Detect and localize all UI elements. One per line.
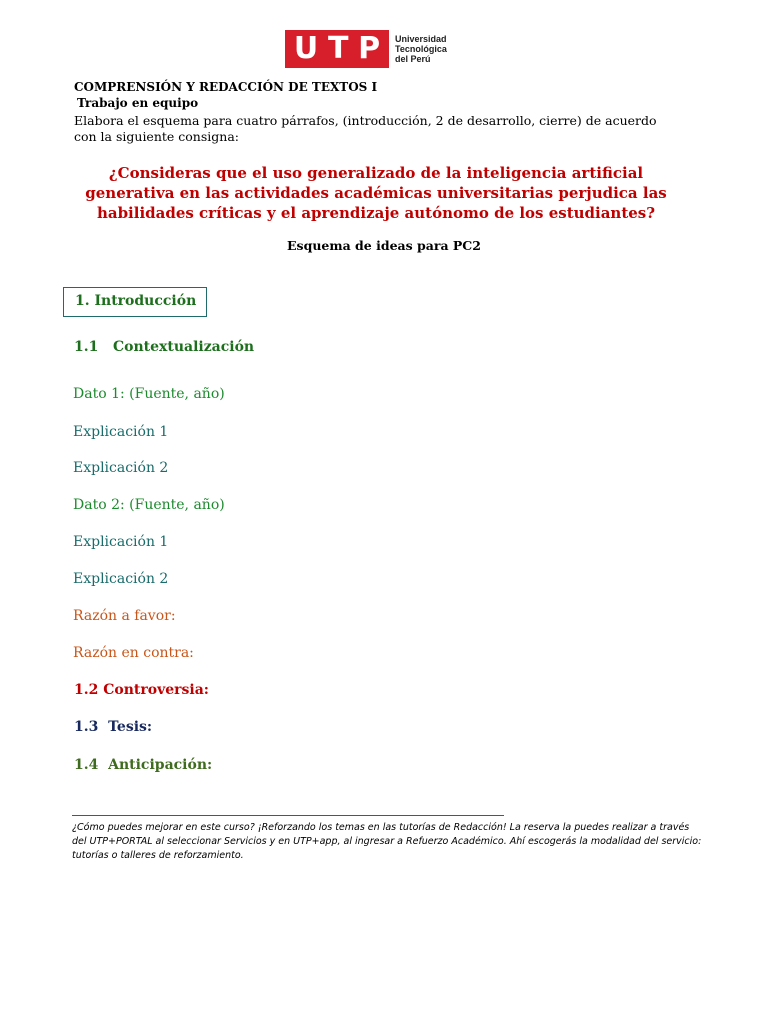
logo-letter-t: T (327, 31, 349, 66)
utp-logo-mark (285, 30, 389, 68)
footnote: ¿Cómo puedes mejorar en este curso? ¡Reforzando los temas en las tutorías de Redacción! La reserva la puedes realizar a través del UTP+PORTAL al seleccionar Servicios y en UTP+app, al ingresar a Refuerzo Académico. Ahí escogerás la modalidad del servicio: tutorías o talleres de reforzamiento. (72, 822, 702, 861)
dato-1-explanation-2: Explicación 2 (73, 460, 169, 476)
reason-for: Razón a favor: (73, 608, 176, 624)
work-type: Trabajo en equipo (77, 96, 199, 110)
logo-line-3: del Perú (395, 54, 431, 64)
subsection-controversy: 1.2 Controversia: (74, 682, 209, 698)
logo-line-2: Tecnológica (395, 44, 447, 54)
course-title: COMPRENSIÓN Y REDACCIÓN DE TEXTOS I (74, 80, 378, 94)
schema-title: Esquema de ideas para PC2 (287, 238, 481, 253)
instructions: Elabora el esquema para cuatro párrafos, (introducción, 2 de desarrollo, cierre) de acuerdo con la siguiente consigna: (74, 113, 657, 144)
section-introduction: 1. Introducción (63, 287, 207, 317)
logo-letter-u: U (293, 31, 319, 66)
logo-line-1: Universidad (395, 34, 447, 44)
subsection-contextualization: 1.1 Contextualización (74, 339, 255, 355)
dato-2-explanation-1: Explicación 1 (73, 534, 169, 550)
logo-wordmark (395, 34, 447, 64)
dato-1: Dato 1: (Fuente, año) (73, 386, 225, 402)
dato-2: Dato 2: (Fuente, año) (73, 497, 225, 513)
utp-logo (285, 30, 447, 68)
assignment-question: ¿Consideras que el uso generalizado de la inteligencia artificial generativa en las actividades académicas universitarias perjudica las habilidades críticas y el aprendizaje autónomo de los estudiantes? (85, 164, 667, 222)
subsection-anticipation: 1.4 Anticipación: (74, 757, 213, 773)
footnote-separator (72, 815, 504, 816)
subsection-thesis: 1.3 Tesis: (74, 719, 153, 735)
logo-letter-p: P (358, 31, 381, 66)
reason-against: Razón en contra: (73, 645, 194, 661)
dato-1-explanation-1: Explicación 1 (73, 424, 169, 440)
dato-2-explanation-2: Explicación 2 (73, 571, 169, 587)
